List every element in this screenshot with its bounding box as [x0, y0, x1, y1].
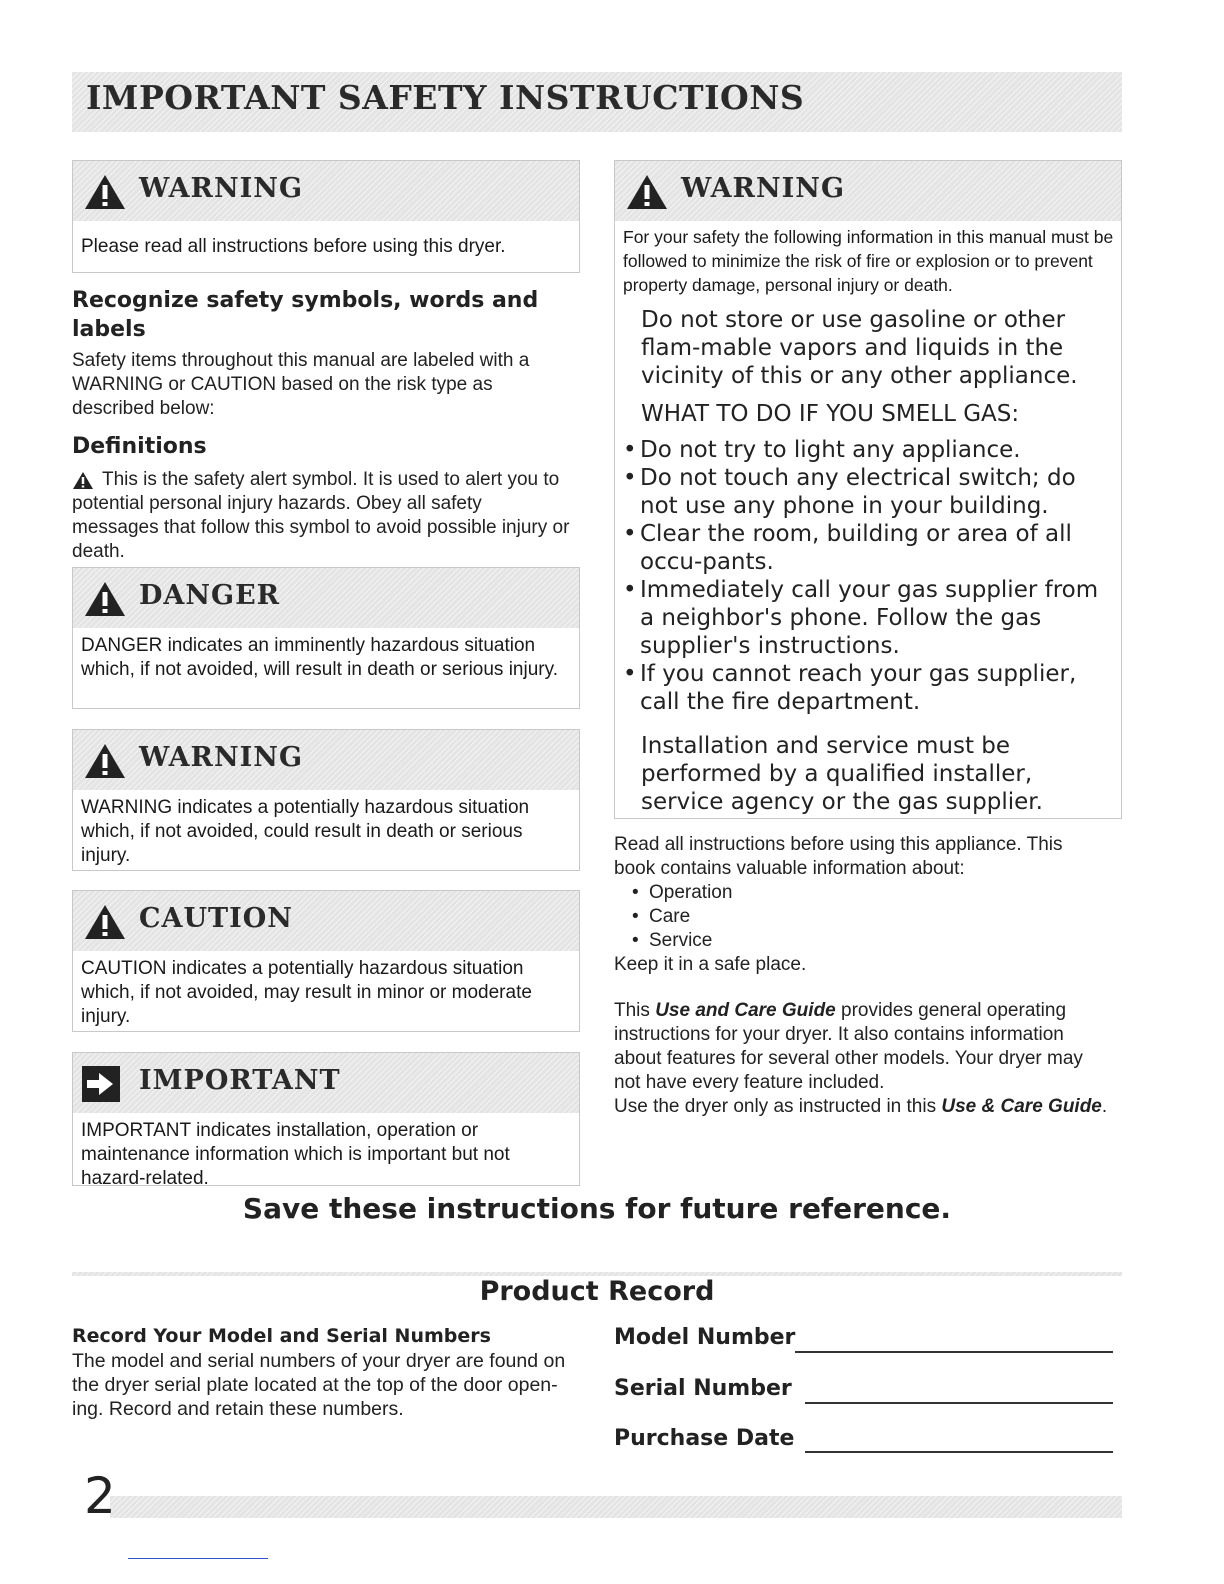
gas-warning-label: WARNING	[681, 173, 846, 204]
guide-text-pre: This	[614, 1000, 656, 1021]
warning-definition-alert-icon	[83, 742, 127, 784]
use-text-post: .	[1101, 1096, 1108, 1117]
danger-label: DANGER	[139, 580, 281, 611]
record-text: The model and serial numbers of your dryer are found on the dryer serial plate located at the top of the door open-ing. Record and retain these numbers.	[72, 1350, 566, 1420]
gasoline-warning: Do not store or use gasoline or other flam-mable vapors and liquids in the vicinity of this or any other appliance.	[641, 307, 1078, 389]
list-item: • Do not touch any electrical switch; do not use any phone in your building.	[615, 464, 1109, 520]
recognize-text: Safety items throughout this manual are labeled with a WARNING or CAUTION based on the risk type as described below:	[72, 350, 530, 419]
footer-link-underline	[128, 1558, 268, 1559]
list-item: • Operation	[614, 881, 732, 905]
use-paragraph	[614, 1095, 1110, 1119]
page-title: IMPORTANT SAFETY INSTRUCTIONS	[86, 78, 805, 117]
page-title-banner	[72, 72, 1122, 132]
guide-title: Use and Care Guide	[655, 1000, 836, 1021]
smell-gas-heading: WHAT TO DO IF YOU SMELL GAS:	[641, 401, 1020, 427]
list-item: • Immediately call your gas supplier from a neighbor's phone. Follow the gas supplier's instructions.	[615, 576, 1109, 660]
page-number: 2	[84, 1467, 116, 1525]
list-item: • Do not try to light any appliance.	[615, 436, 1109, 464]
important-header	[73, 1053, 579, 1113]
caution-box	[72, 890, 580, 1032]
danger-alert-icon	[83, 580, 127, 622]
caution-text: CAUTION indicates a potentially hazardous situation which, if not avoided, may result in minor or moderate injury.	[81, 958, 532, 1027]
read-all-text: Read all instructions before using this appliance. This book contains valuable information about:	[614, 834, 1063, 879]
caution-label: CAUTION	[139, 903, 293, 934]
serial-number-label: Serial Number	[614, 1376, 792, 1401]
left-warning-box	[72, 160, 580, 273]
serial-number-field[interactable]	[805, 1402, 1113, 1404]
smell-gas-list	[615, 436, 1109, 716]
record-heading: Record Your Model and Serial Numbers	[72, 1325, 491, 1347]
warning-header	[73, 161, 579, 221]
model-number-field[interactable]	[795, 1351, 1113, 1353]
warning-text: Please read all instructions before using this dryer.	[81, 236, 506, 257]
use-title: Use & Care Guide	[941, 1096, 1102, 1117]
caution-header	[73, 891, 579, 951]
important-text: IMPORTANT indicates installation, operation or maintenance information which is important but not hazard-related.	[81, 1120, 510, 1189]
keep-safe-text: Keep it in a safe place.	[614, 954, 807, 975]
caution-alert-icon	[83, 903, 127, 945]
warning-definition-text: WARNING indicates a potentially hazardous situation which, if not avoided, could result in death or serious injury.	[81, 797, 530, 866]
warning-definition-box	[72, 729, 580, 871]
warning-alert-icon	[83, 173, 127, 215]
danger-box	[72, 567, 580, 709]
gas-warning-header	[615, 161, 1121, 221]
installation-warning: Installation and service must be performed by a qualified installer, service agency or the gas supplier.	[641, 733, 1043, 815]
guide-text-post: provides general operating instructions for your dryer. It also contains information about features for several other models. Your dryer may not have every feature included.	[614, 1000, 1083, 1093]
warning-definition-label: WARNING	[139, 742, 304, 773]
recognize-heading: Recognize safety symbols, words and labels	[72, 288, 539, 342]
guide-paragraph	[614, 999, 1110, 1095]
footer-bar	[110, 1496, 1122, 1518]
product-record-title: Product Record	[479, 1276, 715, 1307]
use-text-pre: Use the dryer only as instructed in this	[614, 1096, 942, 1117]
list-item: • Care	[614, 905, 732, 929]
danger-header	[73, 568, 579, 628]
warning-label: WARNING	[139, 173, 304, 204]
arrow-right-icon	[81, 1065, 121, 1107]
important-box	[72, 1052, 580, 1189]
important-label: IMPORTANT	[139, 1065, 341, 1096]
purchase-date-label: Purchase Date	[614, 1426, 795, 1451]
definitions-text: This is the safety alert symbol. It is used to alert you to potential personal injury hazards. Obey all safety messages that follow this symbol to avoid possible injury or death.	[72, 469, 570, 562]
gas-warning-alert-icon	[625, 173, 669, 215]
definitions-heading: Definitions	[72, 434, 207, 459]
model-number-label: Model Number	[614, 1325, 796, 1350]
purchase-date-field[interactable]	[805, 1451, 1113, 1453]
save-instructions: Save these instructions for future reference.	[242, 1192, 952, 1225]
gas-warning-box	[614, 160, 1122, 819]
safety-alert-icon	[72, 471, 94, 494]
danger-text: DANGER indicates an imminently hazardous situation which, if not avoided, will result in death or serious injury.	[81, 635, 558, 680]
list-item: • If you cannot reach your gas supplier, call the fire department.	[615, 660, 1109, 716]
gas-warning-intro: For your safety the following information in this manual must be followed to minimize the risk of fire or explosion or to prevent property damage, personal injury or death.	[623, 227, 1114, 295]
warning-definition-header	[73, 730, 579, 790]
list-item: • Service	[614, 929, 732, 953]
topics-list	[614, 881, 732, 953]
list-item: • Clear the room, building or area of all occu-pants.	[615, 520, 1109, 576]
